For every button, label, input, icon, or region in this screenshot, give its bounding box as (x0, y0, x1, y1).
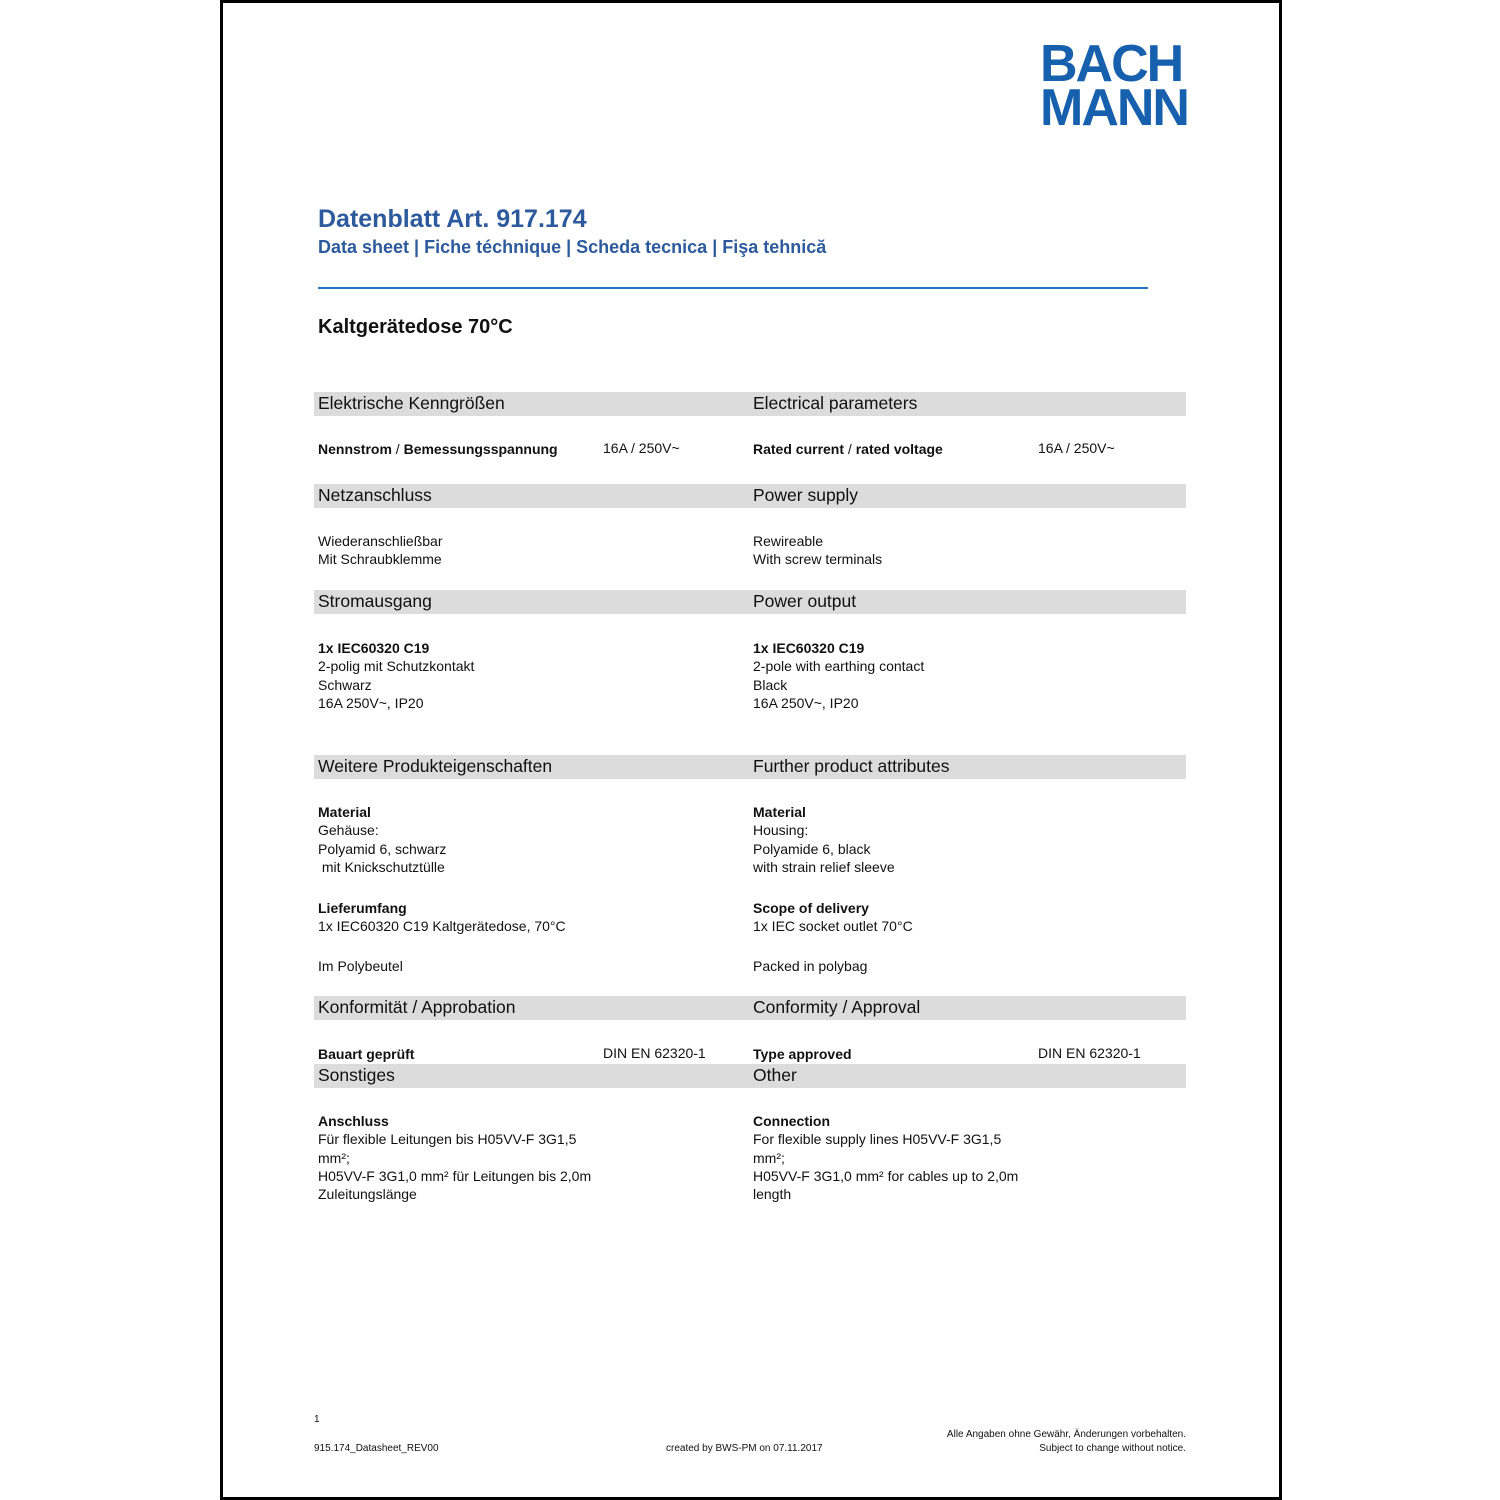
connection-details-de: Anschluss Für flexible Leitungen bis H05VV-F 3G1,5 mm²; H05VV-F 3G1,0 mm² für Leitungen bis 2,0m Zuleitungslänge (318, 1113, 592, 1203)
rating-value-en: 16A / 250V~ (1038, 440, 1115, 456)
section-title-de: Elektrische Kenngrößen (318, 393, 505, 413)
approval-label-de: Bauart geprüft (318, 1046, 415, 1062)
section-title-en: Other (753, 1065, 797, 1085)
section-header-electrical (314, 392, 1186, 416)
rating-label-de: Nennstrom / Bemessungsspannung (318, 441, 558, 457)
disclaimer-en: Subject to change without notice. (1039, 1443, 1186, 1454)
section-title-en: Further product attributes (753, 756, 950, 776)
section-header-attributes (314, 755, 1186, 779)
section-title-de: Weitere Produkteigenschaften (318, 756, 553, 776)
created-note: created by BWS-PM on 07.11.2017 (666, 1443, 823, 1454)
approval-value-en: DIN EN 62320-1 (1038, 1045, 1141, 1061)
scope-details-en: Scope of delivery 1x IEC socket outlet 70°C (753, 900, 913, 935)
material-details-en: Material Housing: Polyamide 6, black with strain relief sleeve (753, 804, 895, 875)
connection-details-en: Connection For flexible supply lines H05VV-F 3G1,5 mm²; H05VV-F 3G1,0 mm² for cables up to 2,0m length (753, 1113, 1019, 1203)
scope-details-de: Lieferumfang 1x IEC60320 C19 Kaltgerätedose, 70°C (318, 900, 566, 935)
product-name: Kaltgerätedose 70°C (318, 316, 513, 338)
logo-line-1: BACH (1040, 35, 1183, 93)
logo-line-2: MANN (1040, 79, 1188, 137)
approval-label-en: Type approved (753, 1046, 852, 1062)
output-details-en: 1x IEC60320 C19 2-pole with earthing contact Black 16A 250V~, IP20 (753, 640, 925, 711)
section-title-en: Power supply (753, 485, 859, 505)
supply-details-en: Rewireable With screw terminals (753, 533, 883, 568)
document-id: 915.174_Datasheet_REV00 (314, 1443, 439, 1454)
approval-value-de: DIN EN 62320-1 (603, 1045, 706, 1061)
section-header-other (314, 1064, 1186, 1088)
output-details-de: 1x IEC60320 C19 2-polig mit Schutzkontakt Schwarz 16A 250V~, IP20 (318, 640, 475, 711)
section-header-supply (314, 484, 1186, 508)
page-number: 1 (314, 1414, 320, 1425)
section-title-en: Electrical parameters (753, 393, 918, 413)
section-title-de: Sonstiges (318, 1065, 395, 1085)
section-title-de: Netzanschluss (318, 485, 432, 505)
rating-value-de: 16A / 250V~ (603, 440, 680, 456)
section-title-de: Stromausgang (318, 591, 432, 611)
section-header-conformity (314, 996, 1186, 1020)
document-subtitle: Data sheet | Fiche téchnique | Scheda tecnica | Fişa tehnică (318, 237, 827, 257)
supply-details-de: Wiederanschließbar Mit Schraubklemme (318, 533, 443, 568)
packaging-en: Packed in polybag (753, 958, 868, 974)
material-details-de: Material Gehäuse: Polyamid 6, schwarz mit Knickschutztülle (318, 804, 447, 875)
title-divider (318, 287, 1148, 289)
disclaimer-de: Alle Angaben ohne Gewähr, Änderungen vorbehalten. (946, 1429, 1186, 1440)
rating-label-en: Rated current / rated voltage (753, 441, 943, 457)
section-title-en: Conformity / Approval (753, 997, 921, 1017)
section-header-output (314, 590, 1186, 614)
section-title-de: Konformität / Approbation (318, 997, 516, 1017)
bachmann-logo (1040, 35, 1190, 137)
packaging-de: Im Polybeutel (318, 958, 403, 974)
section-title-en: Power output (753, 591, 857, 611)
document-title: Datenblatt Art. 917.174 (318, 205, 587, 233)
